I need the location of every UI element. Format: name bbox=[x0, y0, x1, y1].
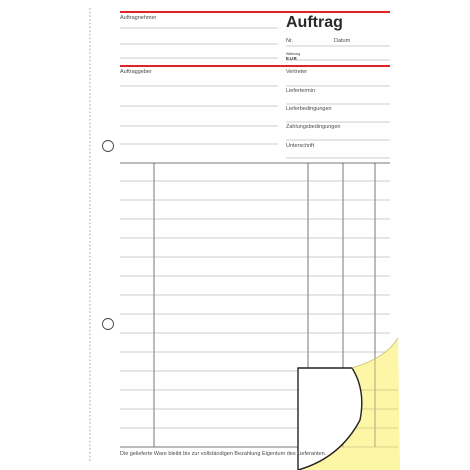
client-label: Auftraggeber bbox=[120, 69, 152, 75]
delivery-date-label: Liefertermin bbox=[286, 88, 316, 94]
punch-hole-bottom bbox=[103, 319, 114, 330]
representative-label: Vertreter bbox=[286, 69, 308, 75]
order-number-label: Nr. bbox=[286, 38, 294, 44]
date-label: Datum bbox=[334, 38, 351, 44]
currency-value: EUR bbox=[286, 56, 298, 61]
currency-caption: Währung bbox=[286, 52, 301, 56]
punch-hole-top bbox=[103, 141, 114, 152]
ownership-note: Die gelieferte Ware bleibt bis zur vollständigen Bezahlung Eigentum des Lieferanten. bbox=[120, 451, 327, 457]
form-title: Auftrag bbox=[286, 14, 343, 31]
delivery-terms-label: Lieferbedingungen bbox=[286, 106, 332, 112]
signature-label: Unterschrift bbox=[286, 143, 315, 149]
contractor-label: Auftragnehmer bbox=[120, 15, 157, 21]
payment-terms-label: Zahlungsbedingungen bbox=[286, 124, 341, 130]
